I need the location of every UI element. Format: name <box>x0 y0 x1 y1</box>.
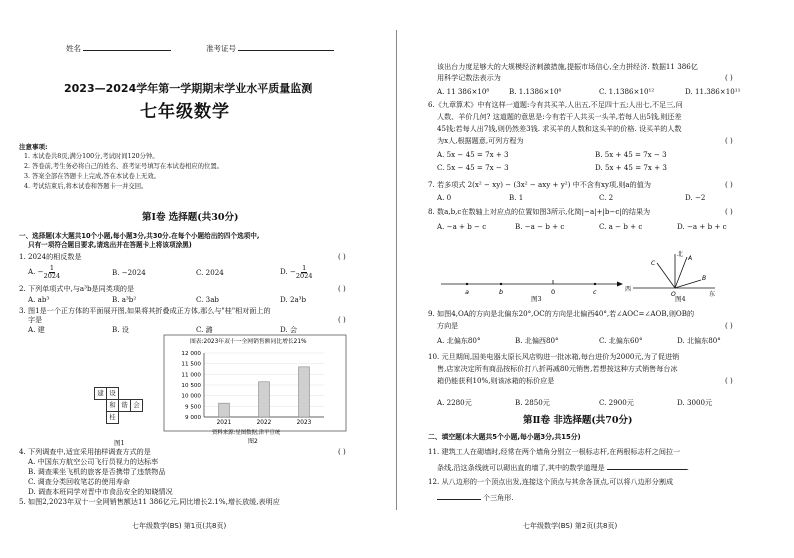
q3-option-c: C. 潞 <box>196 325 213 334</box>
exam-id-label: 准考证号 <box>206 42 334 53</box>
q1-option-c: C. 2024 <box>196 268 224 277</box>
origin-label: O <box>671 291 676 298</box>
q11-answer-blank[interactable] <box>607 461 687 470</box>
q7-option-a: A. 0 <box>437 193 452 202</box>
footer-right: 七年级数学(BS) 第2页(共8页) <box>523 522 618 530</box>
chart-bar <box>259 382 270 417</box>
q2-stem: 2. 下列单项式中,与a³b是同类项的是 <box>19 284 135 293</box>
point-c-label: C <box>651 260 656 267</box>
q5-option-b: B. 1.1386×10⁸ <box>509 87 562 96</box>
q2-option-a: A. ab³ <box>28 295 50 304</box>
sales-bar-chart <box>160 333 350 445</box>
q9-answer-paren: ( ) <box>725 321 733 330</box>
chart-source-note: 资料来源:星图数据,津平宣统 <box>212 430 281 436</box>
net-cell: 会 <box>130 399 143 412</box>
q6-stem: 6.《九章算术》中有这样一道题:今有共买羊,人出五,不足四十五;人出七,不足三,问 <box>428 100 683 109</box>
q6-answer-paren: ( ) <box>725 136 733 145</box>
part2-section: 二、填空题(本大题共5个小题,每小题3分,共15分) <box>428 433 581 441</box>
q7-option-d: D. −2 <box>685 193 706 202</box>
chart-xtick-label: 2022 <box>256 420 272 426</box>
label-a: a <box>465 288 469 296</box>
fig3-label: 图3 <box>531 295 542 303</box>
q10-stem: 售,店家决定所有商品按标价打八折再减80元销售,若想按这种方式销售每台冰 <box>437 364 678 373</box>
q1-option-d: D. − $\frac{1}{2024}$ <box>280 263 313 280</box>
q5-stem: 该出台力度足够大的大规模经济刺激措施,提振市场信心,全力拼经济. 数据11 386亿 <box>437 62 698 71</box>
footer-left: 七年级数学(BS) 第1页(共8页) <box>132 522 227 530</box>
label-zero: 0 <box>551 288 556 296</box>
q2-option-d: D. 2a³b <box>280 295 307 304</box>
chart-xtick-label: 2023 <box>296 420 312 426</box>
q1-option-a: A. − $\frac{1}{2024}$ <box>28 263 61 280</box>
chart-ytick-label: 10 500 <box>181 383 201 389</box>
point-a <box>466 283 468 285</box>
subject-title: 七年级数学 <box>140 102 230 122</box>
q3-option-a: A. 建 <box>28 325 45 334</box>
q5-option-a: A. 11 386×10⁸ <box>437 87 490 96</box>
right-page <box>397 0 794 558</box>
cube-net-figure <box>94 387 154 435</box>
notes-title: 注意事项: <box>19 143 48 151</box>
q4-answer-paren: ( ) <box>338 447 346 456</box>
q5-answer-paren: ( ) <box>725 73 733 82</box>
q1-option-b: B. −2024 <box>112 268 146 277</box>
q7-stem: 7. 若多项式 2(x² − xy) − (3x² − axy + y²) 中不含有xy项,则a的值为 <box>428 180 651 189</box>
q8-option-c: C. a − b + c <box>599 222 643 231</box>
q2-option-c: C. 3ab <box>196 295 219 304</box>
q3-stem: 字是 <box>28 315 43 324</box>
ray-oc <box>657 263 675 288</box>
chart-title: 图表:2023年双十一全网销售额同比增长21% <box>190 339 307 345</box>
q4-option-d: D. 调查本班同学对晋中市食品安全的知晓情况 <box>28 487 173 496</box>
q12-stem: 12. 从八边形的一个顶点出发,连接这个顶点与其余各顶点,可以将八边形分割成 <box>428 477 674 486</box>
q10-option-c: C. 2900元 <box>599 398 634 407</box>
chart-bar <box>299 367 310 417</box>
q3-option-b: B. 设 <box>112 325 129 334</box>
chart-ytick-label: 11 000 <box>181 372 201 379</box>
q8-option-b: B. −a − b + c <box>515 222 565 231</box>
note-item: 3. 答案全部在答题卡上完成,答在本试卷上无效。 <box>24 173 160 180</box>
q6-option-b: B. 5x + 45 = 7x − 3 <box>595 150 667 159</box>
q6-option-a: A. 5x − 45 = 7x + 3 <box>437 150 509 159</box>
chart-bar <box>219 403 230 417</box>
q12-stem: 个三角形. <box>437 491 514 502</box>
east-label: 东 <box>709 291 716 298</box>
note-item: 4. 考试结束后,将本试卷和答题卡一并交回。 <box>24 183 148 190</box>
q1-stem: 1. 2024的相反数是 <box>19 252 82 261</box>
q9-option-a: A. 北偏东80° <box>437 336 481 345</box>
west-label: 西 <box>625 286 632 293</box>
q8-stem: 8. 数a,b,c在数轴上对应点的位置如图3所示,化简|−a|+|b−c|的结果为 <box>428 207 651 216</box>
q11-stem: 条线,沿这条线就可以砌出直的墙了,其中的数学道理是 . <box>437 463 689 472</box>
point-a-label: A <box>688 255 693 262</box>
part1-instruction: 只有一项符合题目要求,请选出并在答题卡上将该项涂黑) <box>28 241 192 249</box>
q6-stem: 为x人,根据题意,可列方程为 <box>437 136 524 145</box>
q10-answer-paren: ( ) <box>725 376 733 385</box>
q10-option-b: B. 2850元 <box>515 398 550 407</box>
q7-answer-paren: ( ) <box>725 180 733 189</box>
q11-stem: 11. 建筑工人在砌墙时,经常在两个墙角分别立一根标志杆,在两根标志杆之间拉一 <box>428 447 681 456</box>
q1-answer-paren: ( ) <box>338 252 346 261</box>
q6-stem: 人数、羊价几何? 这道题的意思是:今有若干人共买一头羊,若每人出5钱,则还差 <box>437 112 682 121</box>
north-label: 北 <box>677 251 684 258</box>
net-cell: 桂 <box>106 411 119 424</box>
q7-option-c: C. 2 <box>599 193 614 202</box>
q4-option-c: C. 调查分类回收笔芯的使用寿命 <box>28 477 130 486</box>
fig1-label: 图1 <box>114 439 125 447</box>
q5-stem: 5. 如图2,2023年双十一全网销售额达11 386亿元,同比增长2.1%,增长放缓,表明应 <box>19 497 280 506</box>
q3-stem: 3. 图1是一个正方体的平面展开图,如果将其折叠成正方体,那么与"桂"相对面上的 <box>19 306 271 315</box>
chart-ytick-label: 9 000 <box>184 415 201 421</box>
q4-option-a: A. 中国东方航空公司飞行员视力的达标率 <box>28 457 159 466</box>
label-c: c <box>593 288 597 296</box>
q2-answer-paren: ( ) <box>338 284 346 293</box>
q9-stem: 9. 如图4,OA的方向是北偏东20°,OC的方向是北偏西40°,若∠AOC=∠AOB,则OB的 <box>428 309 695 318</box>
q12-answer-blank[interactable] <box>437 491 481 500</box>
net-cell: 谐 <box>118 399 131 412</box>
q6-option-d: D. 5x + 45 = 7x + 3 <box>595 163 667 172</box>
part1-title: 第Ⅰ卷 选择题(共30分) <box>142 212 239 223</box>
point-b-label: B <box>702 275 707 282</box>
q10-stem: 箱仍能获利10%,则该冰箱的标价应是 <box>437 376 555 385</box>
net-cell: 设 <box>106 387 119 400</box>
name-label: 姓名 <box>66 42 171 53</box>
part1-instruction: 一、选择题(本大题共10个小题,每小题3分,共30分.在每个小题给出的四个选项中, <box>19 232 260 240</box>
q5-option-c: C. 1.1386×10¹² <box>599 87 655 96</box>
part2-title: 第Ⅱ卷 非选择题(共70分) <box>523 415 633 426</box>
q5-option-d: D. 11.386×10¹¹ <box>685 87 741 96</box>
exam-title: 2023—2024学年第一学期期末学业水平质量监测 <box>64 82 313 95</box>
q6-stem: 45钱;若每人出7钱,则仍然差3钱. 求买羊的人数和这头羊的价格. 设买羊的人数 <box>437 124 682 133</box>
ray-oa <box>675 257 687 288</box>
q3-answer-paren: ( ) <box>338 315 346 324</box>
note-item: 1. 本试卷共8页,满分100分,考试时间120分钟。 <box>24 153 159 160</box>
q7-option-b: B. 1 <box>509 193 524 202</box>
q9-option-d: D. 北偏东80° <box>677 336 721 345</box>
fig2-label: 图2 <box>248 438 258 445</box>
q4-option-b: B. 调查乘坐飞机的旅客是否携带了违禁物品 <box>28 467 166 476</box>
q8-option-d: D. −a + b + c <box>677 222 727 231</box>
q2-option-b: B. a³b² <box>112 295 137 304</box>
q9-stem: 方向是 <box>437 321 459 330</box>
label-b: b <box>499 288 504 296</box>
q10-stem: 10. 元旦期间,国美电器太原长风店购进一批冰箱,每台进价为2000元,为了促进销 <box>428 352 680 361</box>
q6-option-c: C. 5x − 45 = 7x − 3 <box>437 163 509 172</box>
chart-xtick-label: 2021 <box>216 420 232 426</box>
ray-ob <box>675 280 701 288</box>
chart-ytick-label: 11 500 <box>181 361 201 368</box>
chart-ytick-label: 12 000 <box>181 351 201 357</box>
q9-option-c: C. 北偏东60° <box>599 336 643 345</box>
compass-figure <box>623 248 723 302</box>
chart-ytick-label: 9 500 <box>184 404 201 411</box>
net-cell: 和 <box>106 399 119 412</box>
fig4-label: 图4 <box>675 295 686 303</box>
q10-option-d: D. 3000元 <box>677 398 713 407</box>
q3-option-d: D. 会 <box>280 325 298 334</box>
q9-option-b: B. 北偏西80° <box>515 336 559 345</box>
q4-stem: 4. 下列调查中,适宜采用抽样调查方式的是 <box>19 447 151 456</box>
net-cell: 建 <box>94 387 107 400</box>
q10-option-a: A. 2280元 <box>437 398 472 407</box>
q8-option-a: A. −a + b − c <box>437 222 487 231</box>
q8-answer-paren: ( ) <box>725 207 733 216</box>
note-item: 2. 答卷前,考生务必将自己的姓名、准考证号填写在本试卷相应的位置。 <box>24 163 223 170</box>
chart-ytick-label: 10 000 <box>181 393 201 400</box>
point-b <box>500 283 502 285</box>
point-c <box>594 283 596 285</box>
q5-stem: 用科学记数法表示为 <box>437 73 501 82</box>
